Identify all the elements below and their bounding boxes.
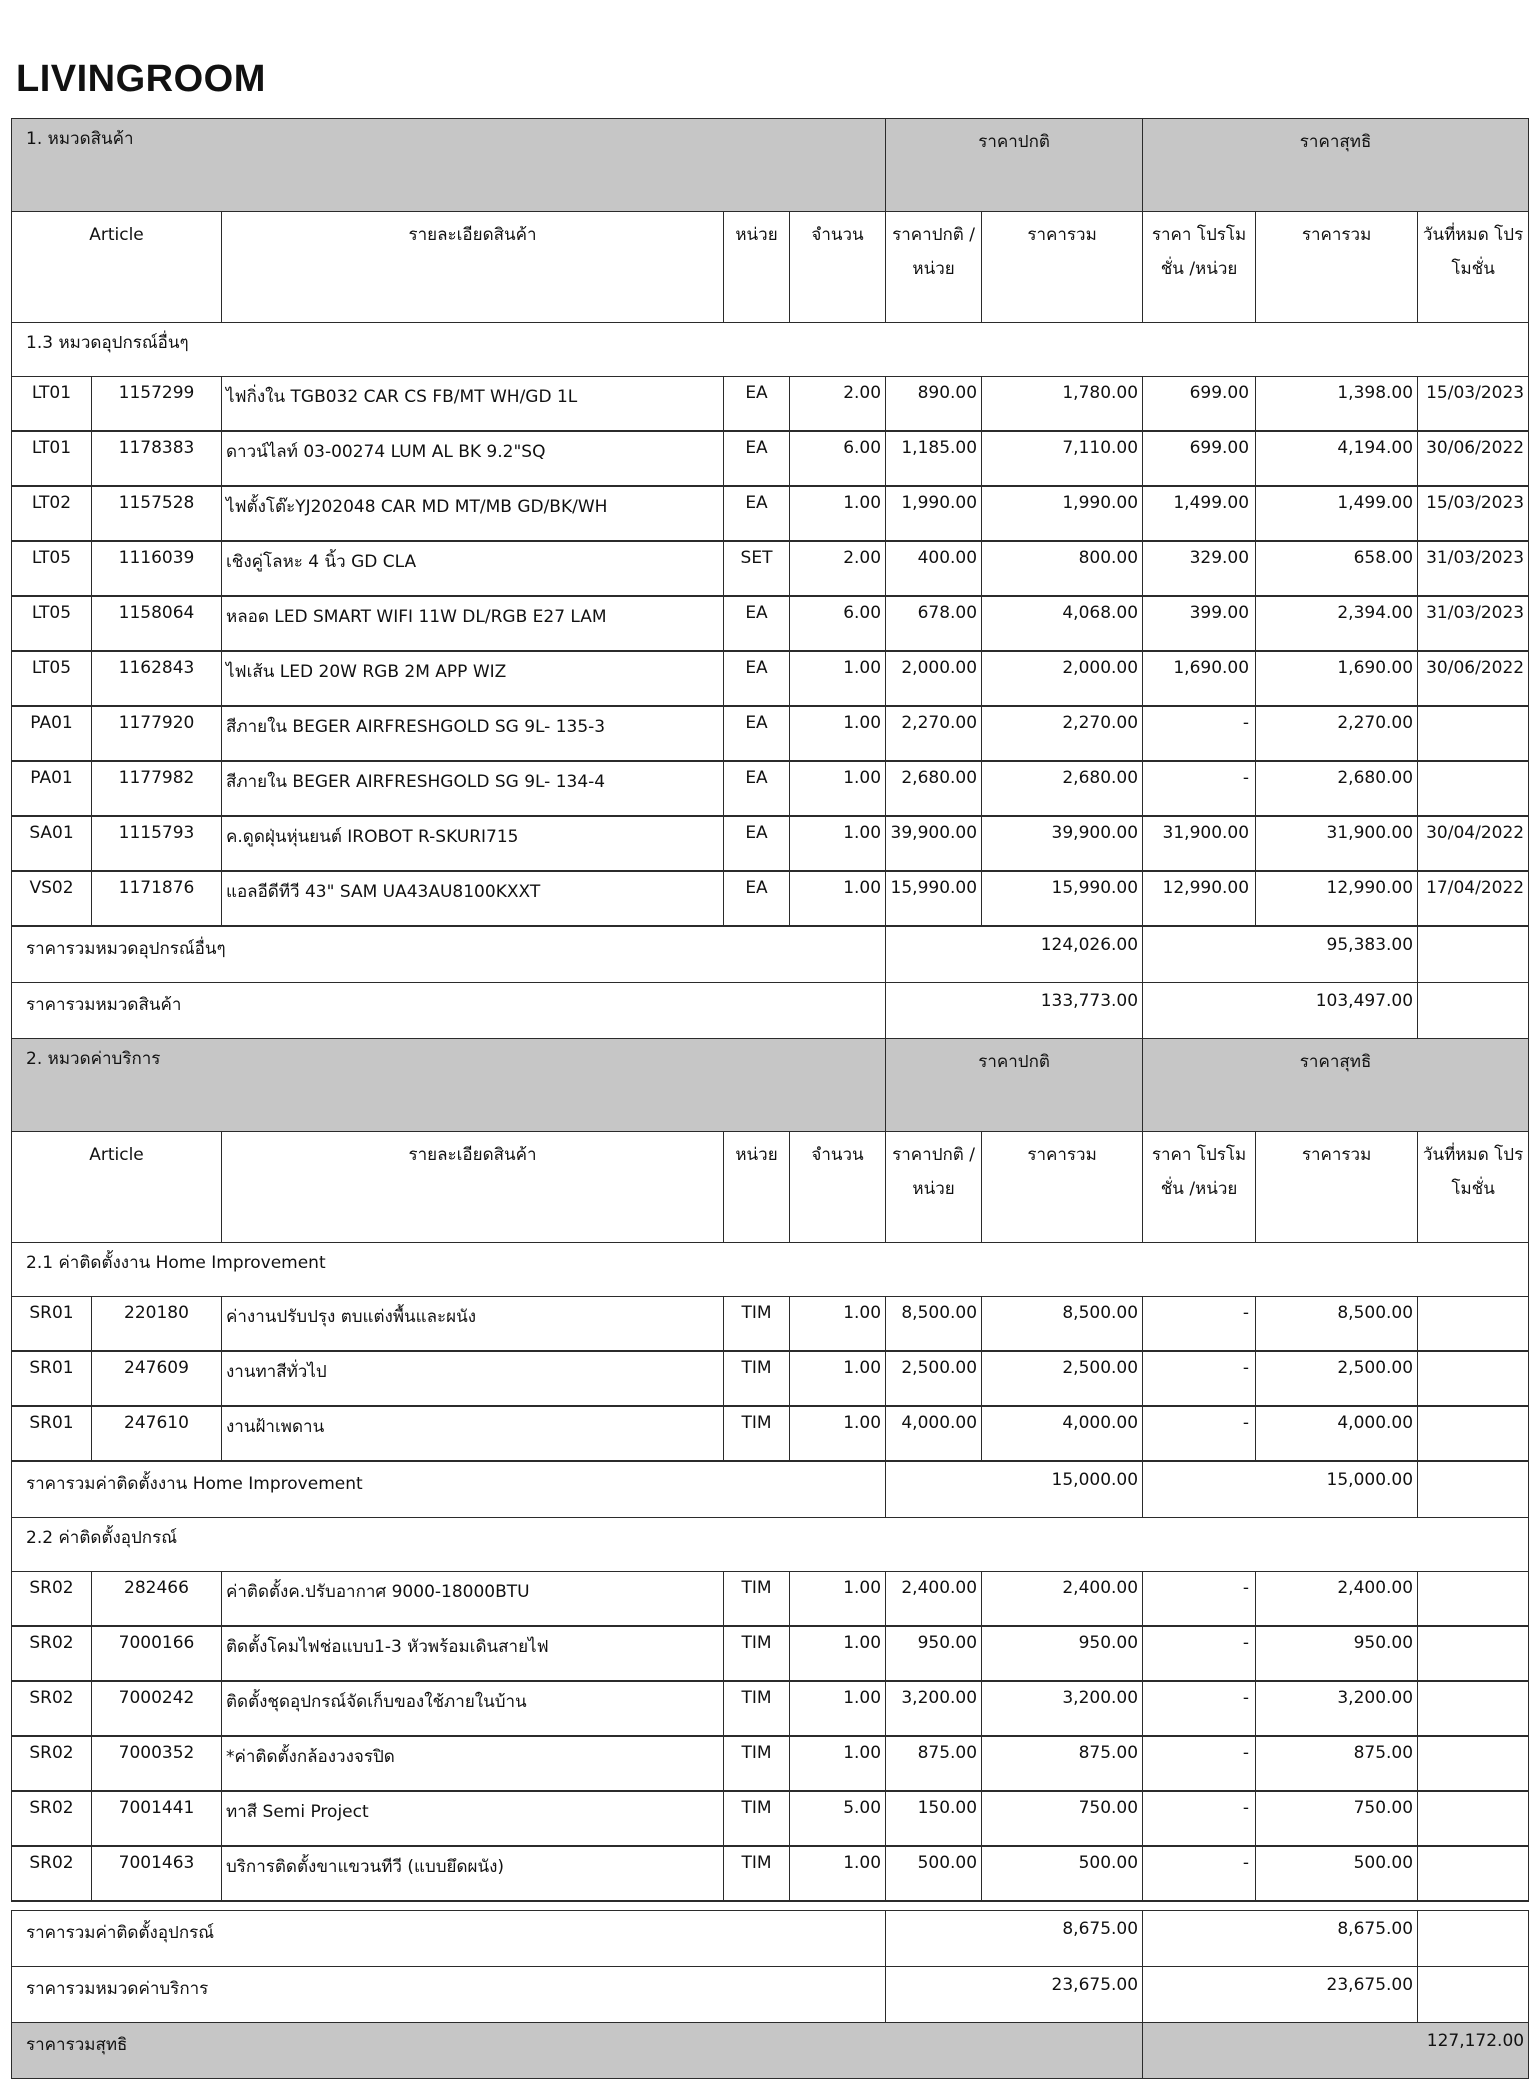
item-unit-price: 150.00 — [886, 1791, 982, 1846]
item-unit-price: 3,200.00 — [886, 1681, 982, 1736]
item-promo-end — [1418, 1572, 1529, 1627]
item-article: 247609 — [92, 1351, 222, 1406]
item-net-total: 1,499.00 — [1256, 486, 1418, 541]
item-code: SR02 — [12, 1572, 92, 1627]
item-qty: 6.00 — [790, 431, 886, 486]
item-promo-end — [1418, 1351, 1529, 1406]
item-promo-end: 15/03/2023 — [1418, 486, 1529, 541]
item-total: 3,200.00 — [982, 1681, 1143, 1736]
item-promo-end — [1418, 1297, 1529, 1352]
item-unit: EA — [724, 816, 790, 871]
item-total: 1,780.00 — [982, 377, 1143, 432]
section-1-items — [12, 377, 1529, 927]
item-total: 2,680.00 — [982, 761, 1143, 816]
table-row — [12, 1736, 1529, 1791]
section-2-2-items — [12, 1572, 1529, 1902]
item-promo-price: 1,499.00 — [1143, 486, 1256, 541]
item-promo-end: 30/04/2022 — [1418, 816, 1529, 871]
item-article: 7000166 — [92, 1626, 222, 1681]
item-code: LT01 — [12, 431, 92, 486]
item-net-total: 2,400.00 — [1256, 1572, 1418, 1627]
section-total-regular: 23,675.00 — [886, 1967, 1143, 2023]
item-unit-price: 890.00 — [886, 377, 982, 432]
item-unit: TIM — [724, 1626, 790, 1681]
table-row — [12, 1572, 1529, 1627]
item-net-total: 500.00 — [1256, 1846, 1418, 1901]
item-description: เชิงคู่โลหะ 4 นิ้ว GD CLA — [222, 541, 724, 596]
item-qty: 1.00 — [790, 1736, 886, 1791]
item-code: LT05 — [12, 541, 92, 596]
item-unit: TIM — [724, 1736, 790, 1791]
item-article: 1177982 — [92, 761, 222, 816]
table-row — [12, 1681, 1529, 1736]
item-promo-end: 15/03/2023 — [1418, 377, 1529, 432]
col-qty: จำนวน — [790, 1132, 886, 1243]
item-net-total: 8,500.00 — [1256, 1297, 1418, 1352]
item-description: ติดตั้งโคมไฟช่อแบบ1-3 หัวพร้อมเดินสายไฟ — [222, 1626, 724, 1681]
item-article: 1116039 — [92, 541, 222, 596]
col-net-total: ราคารวม — [1256, 212, 1418, 323]
subtotal-row — [12, 1911, 1529, 1967]
item-code: SR01 — [12, 1351, 92, 1406]
item-unit-price: 1,990.00 — [886, 486, 982, 541]
subtotal-net: 15,000.00 — [1143, 1461, 1418, 1518]
item-unit: EA — [724, 706, 790, 761]
item-qty: 1.00 — [790, 816, 886, 871]
section-2-header — [12, 1039, 1529, 1132]
item-promo-price: 699.00 — [1143, 431, 1256, 486]
table-row — [12, 1406, 1529, 1461]
col-qty: จำนวน — [790, 212, 886, 323]
item-promo-end — [1418, 1406, 1529, 1461]
grand-total-label: ราคารวมสุทธิ — [12, 2023, 1143, 2079]
item-promo-price: - — [1143, 706, 1256, 761]
item-qty: 1.00 — [790, 871, 886, 926]
item-promo-price: 329.00 — [1143, 541, 1256, 596]
subtotal-net: 95,383.00 — [1143, 926, 1418, 983]
col-description: รายละเอียดสินค้า — [222, 1132, 724, 1243]
item-promo-end — [1418, 1626, 1529, 1681]
col-promo-end: วันที่หมด โปรโมชั่น — [1418, 1132, 1529, 1243]
item-total: 8,500.00 — [982, 1297, 1143, 1352]
item-article: 247610 — [92, 1406, 222, 1461]
item-article: 1177920 — [92, 706, 222, 761]
regular-price-group-header: ราคาปกติ — [886, 119, 1143, 212]
item-unit: SET — [724, 541, 790, 596]
item-promo-price: - — [1143, 1846, 1256, 1901]
table-row — [12, 1846, 1529, 1901]
quotation-sheet — [11, 118, 1528, 2079]
item-net-total: 3,200.00 — [1256, 1681, 1418, 1736]
item-unit-price: 400.00 — [886, 541, 982, 596]
item-article: 7000242 — [92, 1681, 222, 1736]
item-code: VS02 — [12, 871, 92, 926]
item-promo-end — [1418, 1736, 1529, 1791]
item-net-total: 2,270.00 — [1256, 706, 1418, 761]
regular-price-group-header: ราคาปกติ — [886, 1039, 1143, 1132]
item-article: 1157528 — [92, 486, 222, 541]
item-code: PA01 — [12, 761, 92, 816]
spacer-row — [12, 1901, 1529, 1911]
subtotal-label: ราคารวมค่าติดตั้งงาน Home Improvement — [12, 1461, 886, 1518]
subtotal-regular: 15,000.00 — [886, 1461, 1143, 1518]
item-unit-price: 2,000.00 — [886, 651, 982, 706]
subsection-title: 1.3 หมวดอุปกรณ์อื่นๆ — [12, 323, 1529, 377]
item-total: 2,400.00 — [982, 1572, 1143, 1627]
subsection-title: 2.2 ค่าติดตั้งอุปกรณ์ — [12, 1518, 1529, 1572]
section-1-header — [12, 119, 1529, 212]
item-promo-price: - — [1143, 1736, 1256, 1791]
col-total: ราคารวม — [982, 212, 1143, 323]
item-description: ดาวน์ไลท์ 03-00274 LUM AL BK 9.2"SQ — [222, 431, 724, 486]
subsection-row — [12, 1518, 1529, 1572]
col-total: ราคารวม — [982, 1132, 1143, 1243]
item-unit-price: 2,400.00 — [886, 1572, 982, 1627]
item-qty: 1.00 — [790, 761, 886, 816]
item-article: 7000352 — [92, 1736, 222, 1791]
item-qty: 1.00 — [790, 1406, 886, 1461]
item-article: 1157299 — [92, 377, 222, 432]
item-promo-price: 31,900.00 — [1143, 816, 1256, 871]
item-net-total: 875.00 — [1256, 1736, 1418, 1791]
empty-cell — [1418, 926, 1529, 983]
item-qty: 2.00 — [790, 377, 886, 432]
item-unit: TIM — [724, 1681, 790, 1736]
item-total: 800.00 — [982, 541, 1143, 596]
item-code: PA01 — [12, 706, 92, 761]
item-unit: EA — [724, 651, 790, 706]
col-net-total: ราคารวม — [1256, 1132, 1418, 1243]
item-description: หลอด LED SMART WIFI 11W DL/RGB E27 LAM — [222, 596, 724, 651]
item-promo-price: - — [1143, 1791, 1256, 1846]
item-promo-price: 699.00 — [1143, 377, 1256, 432]
item-net-total: 2,500.00 — [1256, 1351, 1418, 1406]
net-price-group-header: ราคาสุทธิ — [1143, 119, 1529, 212]
item-promo-end — [1418, 1846, 1529, 1901]
table-row — [12, 541, 1529, 596]
item-total: 500.00 — [982, 1846, 1143, 1901]
item-net-total: 2,680.00 — [1256, 761, 1418, 816]
section-total-label: ราคารวมหมวดค่าบริการ — [12, 1967, 886, 2023]
item-total: 1,990.00 — [982, 486, 1143, 541]
section-total-net: 23,675.00 — [1143, 1967, 1418, 2023]
item-net-total: 2,394.00 — [1256, 596, 1418, 651]
item-qty: 5.00 — [790, 1791, 886, 1846]
empty-cell — [1418, 1461, 1529, 1518]
item-unit-price: 950.00 — [886, 1626, 982, 1681]
item-net-total: 12,990.00 — [1256, 871, 1418, 926]
empty-cell — [1418, 1967, 1529, 2023]
item-total: 750.00 — [982, 1791, 1143, 1846]
item-article: 1158064 — [92, 596, 222, 651]
subtotal-label: ราคารวมค่าติดตั้งอุปกรณ์ — [12, 1911, 886, 1967]
item-unit: TIM — [724, 1791, 790, 1846]
item-promo-end — [1418, 1791, 1529, 1846]
item-article: 7001441 — [92, 1791, 222, 1846]
table-row — [12, 871, 1529, 926]
item-qty: 2.00 — [790, 541, 886, 596]
item-code: SR01 — [12, 1297, 92, 1352]
item-unit: EA — [724, 596, 790, 651]
item-unit: TIM — [724, 1351, 790, 1406]
item-total: 4,000.00 — [982, 1406, 1143, 1461]
item-code: SR02 — [12, 1626, 92, 1681]
item-unit-price: 875.00 — [886, 1736, 982, 1791]
item-article: 1178383 — [92, 431, 222, 486]
item-unit-price: 678.00 — [886, 596, 982, 651]
col-description: รายละเอียดสินค้า — [222, 212, 724, 323]
item-promo-price: - — [1143, 1351, 1256, 1406]
item-net-total: 1,690.00 — [1256, 651, 1418, 706]
item-qty: 1.00 — [790, 651, 886, 706]
table-row — [12, 486, 1529, 541]
section-total-row — [12, 983, 1529, 1039]
item-description: บริการติดตั้งขาแขวนทีวี (แบบยึดผนัง) — [222, 1846, 724, 1901]
item-article: 7001463 — [92, 1846, 222, 1901]
item-code: LT05 — [12, 651, 92, 706]
item-qty: 1.00 — [790, 1297, 886, 1352]
item-unit: EA — [724, 761, 790, 816]
section-total-regular: 133,773.00 — [886, 983, 1143, 1039]
item-promo-end: 30/06/2022 — [1418, 431, 1529, 486]
item-description: สีภายใน BEGER AIRFRESHGOLD SG 9L- 134-4 — [222, 761, 724, 816]
item-description: งานทาสีทั่วไป — [222, 1351, 724, 1406]
col-article: Article — [12, 212, 222, 323]
item-code: SR01 — [12, 1406, 92, 1461]
table-row — [12, 1351, 1529, 1406]
item-unit-price: 8,500.00 — [886, 1297, 982, 1352]
col-promo-price: ราคา โปรโมชั่น /หน่วย — [1143, 212, 1256, 323]
item-total: 2,270.00 — [982, 706, 1143, 761]
item-description: ทาสี Semi Project — [222, 1791, 724, 1846]
item-description: งานฝ้าเพดาน — [222, 1406, 724, 1461]
item-code: SR02 — [12, 1736, 92, 1791]
item-total: 15,990.00 — [982, 871, 1143, 926]
quotation-table — [11, 118, 1529, 2079]
item-promo-price: 1,690.00 — [1143, 651, 1256, 706]
item-promo-price: - — [1143, 1681, 1256, 1736]
subtotal-net: 8,675.00 — [1143, 1911, 1418, 1967]
section-1-title: 1. หมวดสินค้า — [12, 119, 886, 212]
item-code: LT01 — [12, 377, 92, 432]
item-promo-price: - — [1143, 1626, 1256, 1681]
item-article: 1115793 — [92, 816, 222, 871]
item-description: ติดตั้งชุดอุปกรณ์จัดเก็บของใช้ภายในบ้าน — [222, 1681, 724, 1736]
subsection-row — [12, 323, 1529, 377]
item-net-total: 950.00 — [1256, 1626, 1418, 1681]
item-article: 282466 — [92, 1572, 222, 1627]
item-description: ค.ดูดฝุ่นหุ่นยนต์ IROBOT R-SKURI715 — [222, 816, 724, 871]
section-total-net: 103,497.00 — [1143, 983, 1418, 1039]
item-unit-price: 2,500.00 — [886, 1351, 982, 1406]
item-promo-end: 31/03/2023 — [1418, 541, 1529, 596]
item-qty: 6.00 — [790, 596, 886, 651]
item-promo-end: 31/03/2023 — [1418, 596, 1529, 651]
item-net-total: 658.00 — [1256, 541, 1418, 596]
col-promo-end: วันที่หมด โปรโมชั่น — [1418, 212, 1529, 323]
item-qty: 1.00 — [790, 486, 886, 541]
empty-cell — [1418, 1911, 1529, 1967]
empty-cell — [1418, 983, 1529, 1039]
subtotal-row — [12, 926, 1529, 983]
table-row — [12, 816, 1529, 871]
col-unit: หน่วย — [724, 1132, 790, 1243]
item-code: SR02 — [12, 1791, 92, 1846]
item-qty: 1.00 — [790, 1351, 886, 1406]
item-description: ไฟกิ่งใน TGB032 CAR CS FB/MT WH/GD 1L — [222, 377, 724, 432]
item-unit: TIM — [724, 1846, 790, 1901]
spacer — [12, 1901, 1529, 1911]
item-unit-price: 15,990.00 — [886, 871, 982, 926]
subtotal-label: ราคารวมหมวดอุปกรณ์อื่นๆ — [12, 926, 886, 983]
item-total: 2,000.00 — [982, 651, 1143, 706]
col-unit-price: ราคาปกติ /หน่วย — [886, 1132, 982, 1243]
item-code: LT05 — [12, 596, 92, 651]
item-promo-price: 12,990.00 — [1143, 871, 1256, 926]
item-total: 2,500.00 — [982, 1351, 1143, 1406]
item-qty: 1.00 — [790, 706, 886, 761]
item-promo-end — [1418, 761, 1529, 816]
column-header-row — [12, 212, 1529, 323]
item-total: 875.00 — [982, 1736, 1143, 1791]
item-promo-price: - — [1143, 761, 1256, 816]
item-unit: TIM — [724, 1297, 790, 1352]
item-unit-price: 4,000.00 — [886, 1406, 982, 1461]
item-qty: 1.00 — [790, 1626, 886, 1681]
table-row — [12, 1791, 1529, 1846]
table-row — [12, 1626, 1529, 1681]
page-title: LIVINGROOM — [16, 58, 266, 100]
net-price-group-header: ราคาสุทธิ — [1143, 1039, 1529, 1132]
section-2-title: 2. หมวดค่าบริการ — [12, 1039, 886, 1132]
item-qty: 1.00 — [790, 1681, 886, 1736]
item-total: 950.00 — [982, 1626, 1143, 1681]
item-code: SA01 — [12, 816, 92, 871]
section-2-1-items — [12, 1297, 1529, 1462]
item-total: 39,900.00 — [982, 816, 1143, 871]
item-promo-price: - — [1143, 1572, 1256, 1627]
col-unit-price: ราคาปกติ /หน่วย — [886, 212, 982, 323]
item-description: *ค่าติดตั้งกล้องวงจรปิด — [222, 1736, 724, 1791]
item-qty: 1.00 — [790, 1572, 886, 1627]
column-header-row — [12, 1132, 1529, 1243]
item-description: ค่างานปรับปรุง ตบแต่งพื้นและผนัง — [222, 1297, 724, 1352]
col-unit: หน่วย — [724, 212, 790, 323]
item-promo-price: - — [1143, 1406, 1256, 1461]
item-net-total: 31,900.00 — [1256, 816, 1418, 871]
item-qty: 1.00 — [790, 1846, 886, 1901]
item-promo-price: 399.00 — [1143, 596, 1256, 651]
item-net-total: 4,000.00 — [1256, 1406, 1418, 1461]
table-row — [12, 651, 1529, 706]
item-promo-end — [1418, 706, 1529, 761]
item-promo-end: 17/04/2022 — [1418, 871, 1529, 926]
item-promo-end: 30/06/2022 — [1418, 651, 1529, 706]
item-unit: EA — [724, 486, 790, 541]
table-row — [12, 761, 1529, 816]
item-code: LT02 — [12, 486, 92, 541]
item-description: แอลอีดีทีวี 43" SAM UA43AU8100KXXT — [222, 871, 724, 926]
item-unit: TIM — [724, 1406, 790, 1461]
grand-total-row — [12, 2023, 1529, 2079]
section-total-label: ราคารวมหมวดสินค้า — [12, 983, 886, 1039]
col-article: Article — [12, 1132, 222, 1243]
section-total-row — [12, 1967, 1529, 2023]
table-row — [12, 1297, 1529, 1352]
table-row — [12, 706, 1529, 761]
item-total: 4,068.00 — [982, 596, 1143, 651]
item-article: 1162843 — [92, 651, 222, 706]
item-unit-price: 2,270.00 — [886, 706, 982, 761]
item-article: 1171876 — [92, 871, 222, 926]
table-row — [12, 596, 1529, 651]
item-description: ค่าติดตั้งค.ปรับอากาศ 9000-18000BTU — [222, 1572, 724, 1627]
item-unit: EA — [724, 871, 790, 926]
item-unit-price: 2,680.00 — [886, 761, 982, 816]
item-code: SR02 — [12, 1681, 92, 1736]
item-unit: EA — [724, 377, 790, 432]
item-promo-price: - — [1143, 1297, 1256, 1352]
item-article: 220180 — [92, 1297, 222, 1352]
item-unit-price: 1,185.00 — [886, 431, 982, 486]
grand-total-value: 127,172.00 — [1143, 2023, 1529, 2079]
item-total: 7,110.00 — [982, 431, 1143, 486]
item-net-total: 1,398.00 — [1256, 377, 1418, 432]
subsection-row — [12, 1243, 1529, 1297]
table-row — [12, 431, 1529, 486]
item-description: ไฟตั้งโต๊ะYJ202048 CAR MD MT/MB GD/BK/WH — [222, 486, 724, 541]
item-description: สีภายใน BEGER AIRFRESHGOLD SG 9L- 135-3 — [222, 706, 724, 761]
item-net-total: 750.00 — [1256, 1791, 1418, 1846]
table-row — [12, 377, 1529, 432]
subtotal-regular: 8,675.00 — [886, 1911, 1143, 1967]
subtotal-regular: 124,026.00 — [886, 926, 1143, 983]
item-unit-price: 500.00 — [886, 1846, 982, 1901]
col-promo-price: ราคา โปรโมชั่น /หน่วย — [1143, 1132, 1256, 1243]
item-unit-price: 39,900.00 — [886, 816, 982, 871]
subsection-title: 2.1 ค่าติดตั้งงาน Home Improvement — [12, 1243, 1529, 1297]
subtotal-row — [12, 1461, 1529, 1518]
item-unit: EA — [724, 431, 790, 486]
item-description: ไฟเส้น LED 20W RGB 2M APP WIZ — [222, 651, 724, 706]
item-code: SR02 — [12, 1846, 92, 1901]
item-unit: TIM — [724, 1572, 790, 1627]
item-promo-end — [1418, 1681, 1529, 1736]
item-net-total: 4,194.00 — [1256, 431, 1418, 486]
